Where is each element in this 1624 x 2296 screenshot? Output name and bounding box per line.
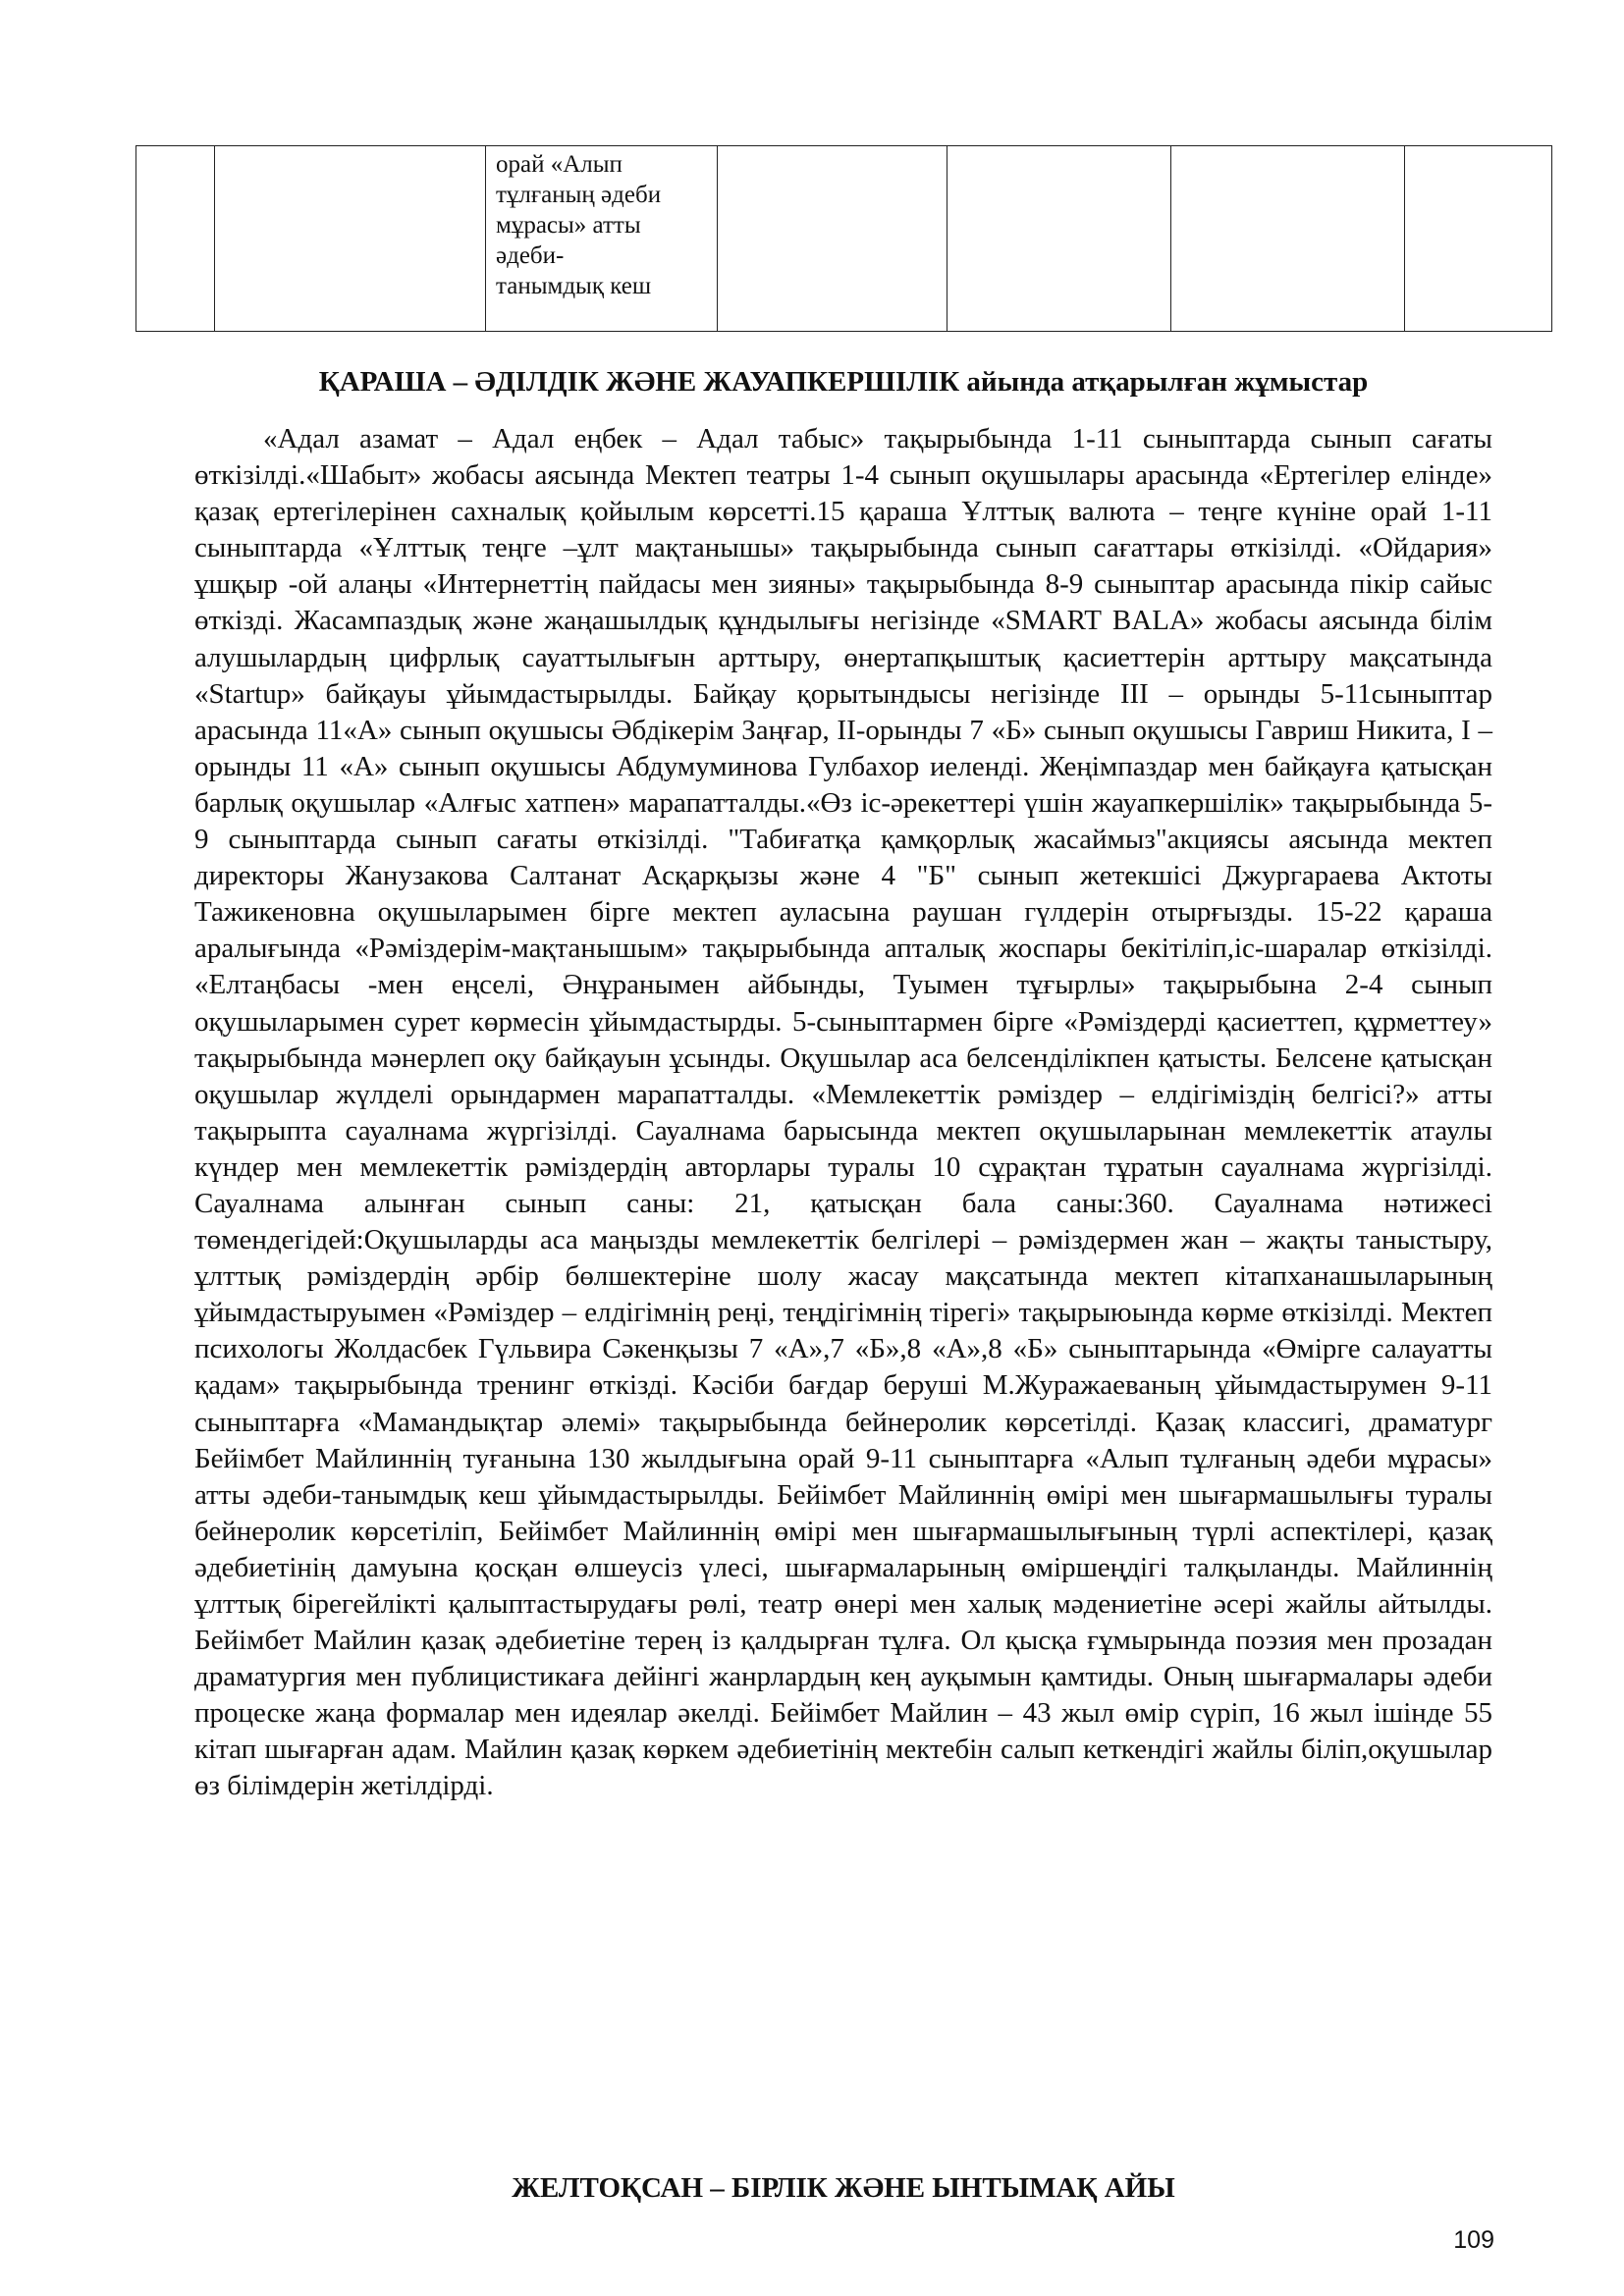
continued-table [135, 145, 1552, 332]
table-cell [947, 146, 1171, 332]
cell-line: танымдық кеш [496, 273, 652, 299]
section-heading-december: ЖЕЛТОҚСАН – БІРЛІК ЖӘНЕ ЫНТЫМАҚ АЙЫ [512, 2172, 1175, 2204]
table-cell [136, 146, 215, 332]
table-row [136, 146, 1552, 332]
table-cell [1405, 146, 1552, 332]
cell-line: әдеби- [496, 242, 565, 269]
table-cell [718, 146, 947, 332]
table-cell [1171, 146, 1405, 332]
table-cell-event [486, 146, 718, 332]
cell-line: орай «Алып [496, 151, 623, 178]
page-number: 109 [1453, 2226, 1494, 2254]
cell-line: тұлғаның әдеби [496, 182, 662, 208]
body-paragraph: «Адал азамат – Адал еңбек – Адал табыс» тақырыбында 1-11 сыныптарда сынып сағаты өткізілді.«Шабыт» жобасы аясында Мектеп театры 1-4 сынып оқушылары арасында «Ертегілер елінде» қазақ ертегілерінен сахналық қойылым көрсетті.15 қараша Ұлттық валюта – теңге күніне орай 1-11 сыныптарда «Ұлттық теңге –ұлт мақтанышы» тақырыбында сынып сағаттары өткізілді. «Ойдария» ұшқыр -ой алаңы «Интернеттің пайдасы мен зияны» тақырыбында 8-9 сыныптар арасында пікір сайыс өткізді. Жасампаздық және жаңашылдық құндылығы негізінде «SMART BALA» жобасы аясында білім алушылардың цифрлық сауаттылығын арттыру, өнертапқыштық қасиеттерін арттыру мақсатында «Startup» байқауы ұйымдастырылды. Байқау қорытындысы негізінде ІІІ – орынды 5-11сыныптар арасында 11«А» сынып оқушысы Әбдікерім Заңғар, ІІ-орынды 7 «Б» сынып оқушысы Гавриш Никита, І –орынды 11 «А» сынып оқушысы Абдумуминова Гулбахор иеленді. Жеңімпаздар мен байқауға қатысқан барлық оқушылар «Алғыс хатпен» марапатталды.«Өз іс-әрекеттері үшін жауапкершілік» тақырыбында 5-9 сыныптарда сынып сағаты өткізілді. "Табиғатқа қамқорлық жасаймыз"акциясы аясында мектеп директоры Жанузакова Салтанат Асқарқызы және 4 "Б" сынып жетекшісі Джургараева Актоты Тажикеновна оқушыларымен бірге мектеп ауласына раушан гүлдерін отырғызды. 15-22 қараша аралығында «Рәміздерім-мақтанышым» тақырыбында апталық жоспары бекітіліп,іс-шаралар өткізілді. «Елтаңбасы -мен еңселі, Әнұранымен айбынды, Туымен тұғырлы» тақырыбына 2-4 сынып оқушыларымен сурет көрмесін ұйымдастырды. 5-сыныптармен бірге «Рәміздерді қасиеттеп, құрметтеу» тақырыбында мәнерлеп оқу байқауын ұсынды. Оқушылар аса белсенділікпен қатысты. Белсене қатысқан оқушылар жүлделі орындармен марапатталды. «Мемлекеттік рәміздер – елдігіміздің белгісі?» атты тақырыпта сауалнама жүргізілді. Сауалнама барысында мектеп оқушыларынан мемлекеттік атаулы күндер мен мемлекеттік рәміздердің авторлары туралы 10 сұрақтан тұратын сауалнама жүргізілді. Сауалнама алынған сынып саны: 21, қатысқан бала саны:360. Сауалнама нәтижесі төмендегідей:Оқушыларды аса маңызды мемлекеттік белгілері – рәміздермен жан – жақты таныстыру, ұлттық рәміздердің әрбір бөлшектеріне шолу жасау мақсатында мектеп кітапханашыларының ұйымдастыруымен «Рәміздер – елдігімнің реңі, теңдігімнің тірегі» тақырыюында көрме өткізілді. Мектеп психологы Жолдасбек Гүльвира Сәкенқызы 7 «А»,7 «Б»,8 «А»,8 «Б» сыныптарында «Өмірге салауатты қадам» тақырыбында тренинг өткізді. Кәсіби бағдар беруші М.Журажаеваның ұйымдастырумен 9-11 сыныптарға «Мамандықтар әлемі» тақырыбында бейнеролик көрсетілді. Қазақ классигі, драматург Бейімбет Майлиннің туғанына 130 жылдығына орай 9-11 сыныптарға «Алып тұлғаның әдеби мұрасы» атты әдеби-танымдық кеш ұйымдастырылды. Бейімбет Майлиннің өмірі мен шығармашылығы туралы бейнеролик көрсетіліп, Бейімбет Майлиннің өмірі мен шығармашылығының түрлі аспектілері, қазақ әдебиетінің дамуына қосқан өлшеусіз үлесі, шығармаларының өміршеңдігі талқыланды. Майлиннің ұлттық бірегейлікті қалыптастырудағы рөлі, театр өнері мен халық мәдениетіне әсері жайлы айтылды. Бейімбет Майлин қазақ әдебиетіне терең із қалдырған тұлға. Ол қысқа ғұмырында поэзия мен прозадан драматургия мен публицистикаға дейінгі жанрлардың кең ауқымын қамтиды. Оның шығармалары әдеби процеске жаңа формалар мен идеялар әкелді. Бейімбет Майлин – 43 жыл өмір сүріп, 16 жыл ішінде 55 кітап шығарған адам. Майлин қазақ көркем әдебиетінің мектебін салып кеткендігі жайлы біліп,оқушылар өз білімдерін жетілдірді. [194, 423, 1492, 1802]
cell-line: мұрасы» атты [496, 212, 641, 239]
table-cell [215, 146, 486, 332]
section-heading-november: ҚАРАША – ӘДІЛДІК ЖӘНЕ ЖАУАПКЕРШІЛІК айында атқарылған жұмыстар [318, 366, 1369, 398]
